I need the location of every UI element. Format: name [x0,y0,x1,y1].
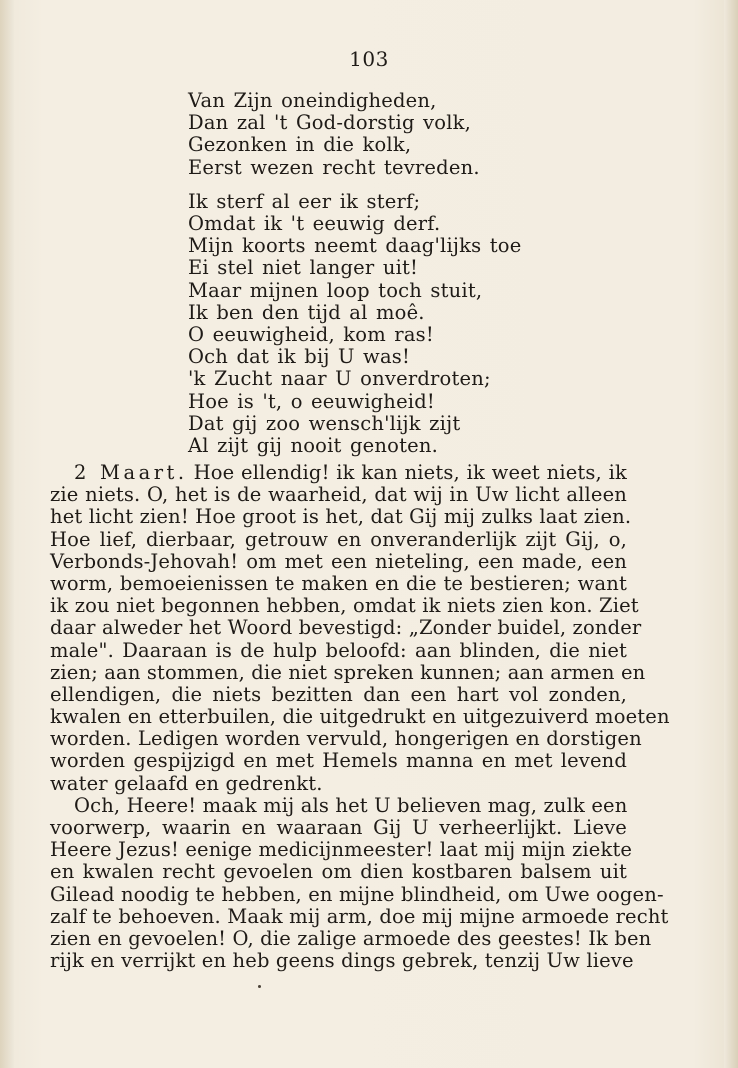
poem-line: Hoe is 't, o eeuwigheid! [188,389,435,413]
poem-line: Dat gij zoo wensch'lijk zijt [188,411,461,435]
diary-text [50,461,670,973]
poem-line: Ik ben den tijd al moê. [188,300,425,324]
poem-line: O eeuwigheid, kom ras! [188,323,434,347]
prose-line: het licht zien! Hoe groot is het, dat Gij mij zulks laat zien. [50,505,632,529]
page-right-edge [724,0,738,1068]
prose-line: Heere Jezus! eenige medicijnmeester! laat mij mijn ziekte [50,838,633,862]
poem-line: Mijn koorts neemt daag'lijks toe [188,234,522,258]
prose-line: worm, bemoeienissen te maken en die te bestieren; want [50,571,627,595]
prose-line: zalf te behoeven. Maak mij arm, doe mij mijne armoede recht [50,904,669,928]
prose-line: zien en gevoelen! O, die zalige armoede des geestes! Ik ben [50,926,652,950]
poem [188,90,548,457]
poem-line: Och dat ik bij U was! [188,345,411,369]
paper-speck [258,985,261,988]
prose-line: worden. Ledigen worden vervuld, hongerigen en dorstigen [50,727,642,751]
prose-line: daar alweder het Woord bevestigd: „Zonder buidel, zonder [50,616,642,640]
prose-line: zien; aan stommen, die niet spreken kunnen; aan armen en [50,660,646,684]
prose-line: voorwerp, waarin en waaraan Gij U verheerlijkt. Lieve [50,816,627,839]
poem-line: Omdat ik 't eeuwig derf. [188,212,441,236]
prose-line: kwalen en etterbuilen, die uitgedrukt en uitgezuiverd moeten [50,705,670,729]
poem-line: Dan zal 't God-dorstig volk, [188,111,472,135]
poem-stanza [188,191,548,457]
prose-line: Verbonds-Jehovah! om met een nieteling, een made, een [50,549,627,573]
prose-line: worden gespijzigd en met Hemels manna en met levend [50,749,627,773]
page-number: 103 [349,47,389,71]
prose-line: rijk en verrijkt en heb geens dings gebrek, tenzij Uw lieve [50,949,634,973]
poem-line: Ik sterf al eer ik sterf; [188,189,421,213]
entry-first-line-text: Hoe ellendig! ik kan niets, ik weet niets, ik [193,461,627,484]
poem-stanza [188,90,548,179]
prose-line: ellendigen, die niets bezitten dan een hart vol zonden, [50,682,627,706]
poem-line: Eerst wezen recht tevreden. [188,155,480,179]
prose-line: male". Daaraan is de hulp beloofd: aan blinden, die niet [50,638,627,662]
poem-line: Van Zijn oneindigheden, [188,89,437,112]
page-left-edge [0,0,14,1068]
prose-line: water gelaafd en gedrenkt. [50,771,323,795]
prose-line: ik zou niet begonnen hebben, omdat ik niets zien kon. Ziet [50,594,639,618]
poem-line: Maar mijnen loop toch stuit, [188,278,483,302]
poem-line: 'k Zucht naar U onverdroten; [188,367,491,391]
prose-line: zie niets. O, het is de waarheid, dat wij in Uw licht alleen [50,483,627,507]
prose-line: Och, Heere! maak mij als het U believen mag, zulk een [74,793,628,817]
entry-date: 2 Maart. [74,461,188,484]
prose-line: Hoe lief, dierbaar, getrouw en onveranderlijk zijt Gij, o, [50,527,627,551]
poem-line: Ei stel niet langer uit! [188,256,419,280]
poem-line: Gezonken in die kolk, [188,133,412,157]
prose-line: en kwalen recht gevoelen om dien kostbaren balsem uit [50,860,627,884]
poem-line: Al zijt gij nooit genoten. [188,434,439,458]
prose-line: Gilead noodig te hebben, en mijne blindheid, om Uwe oogen- [50,882,664,906]
entry-first-line [50,462,627,484]
